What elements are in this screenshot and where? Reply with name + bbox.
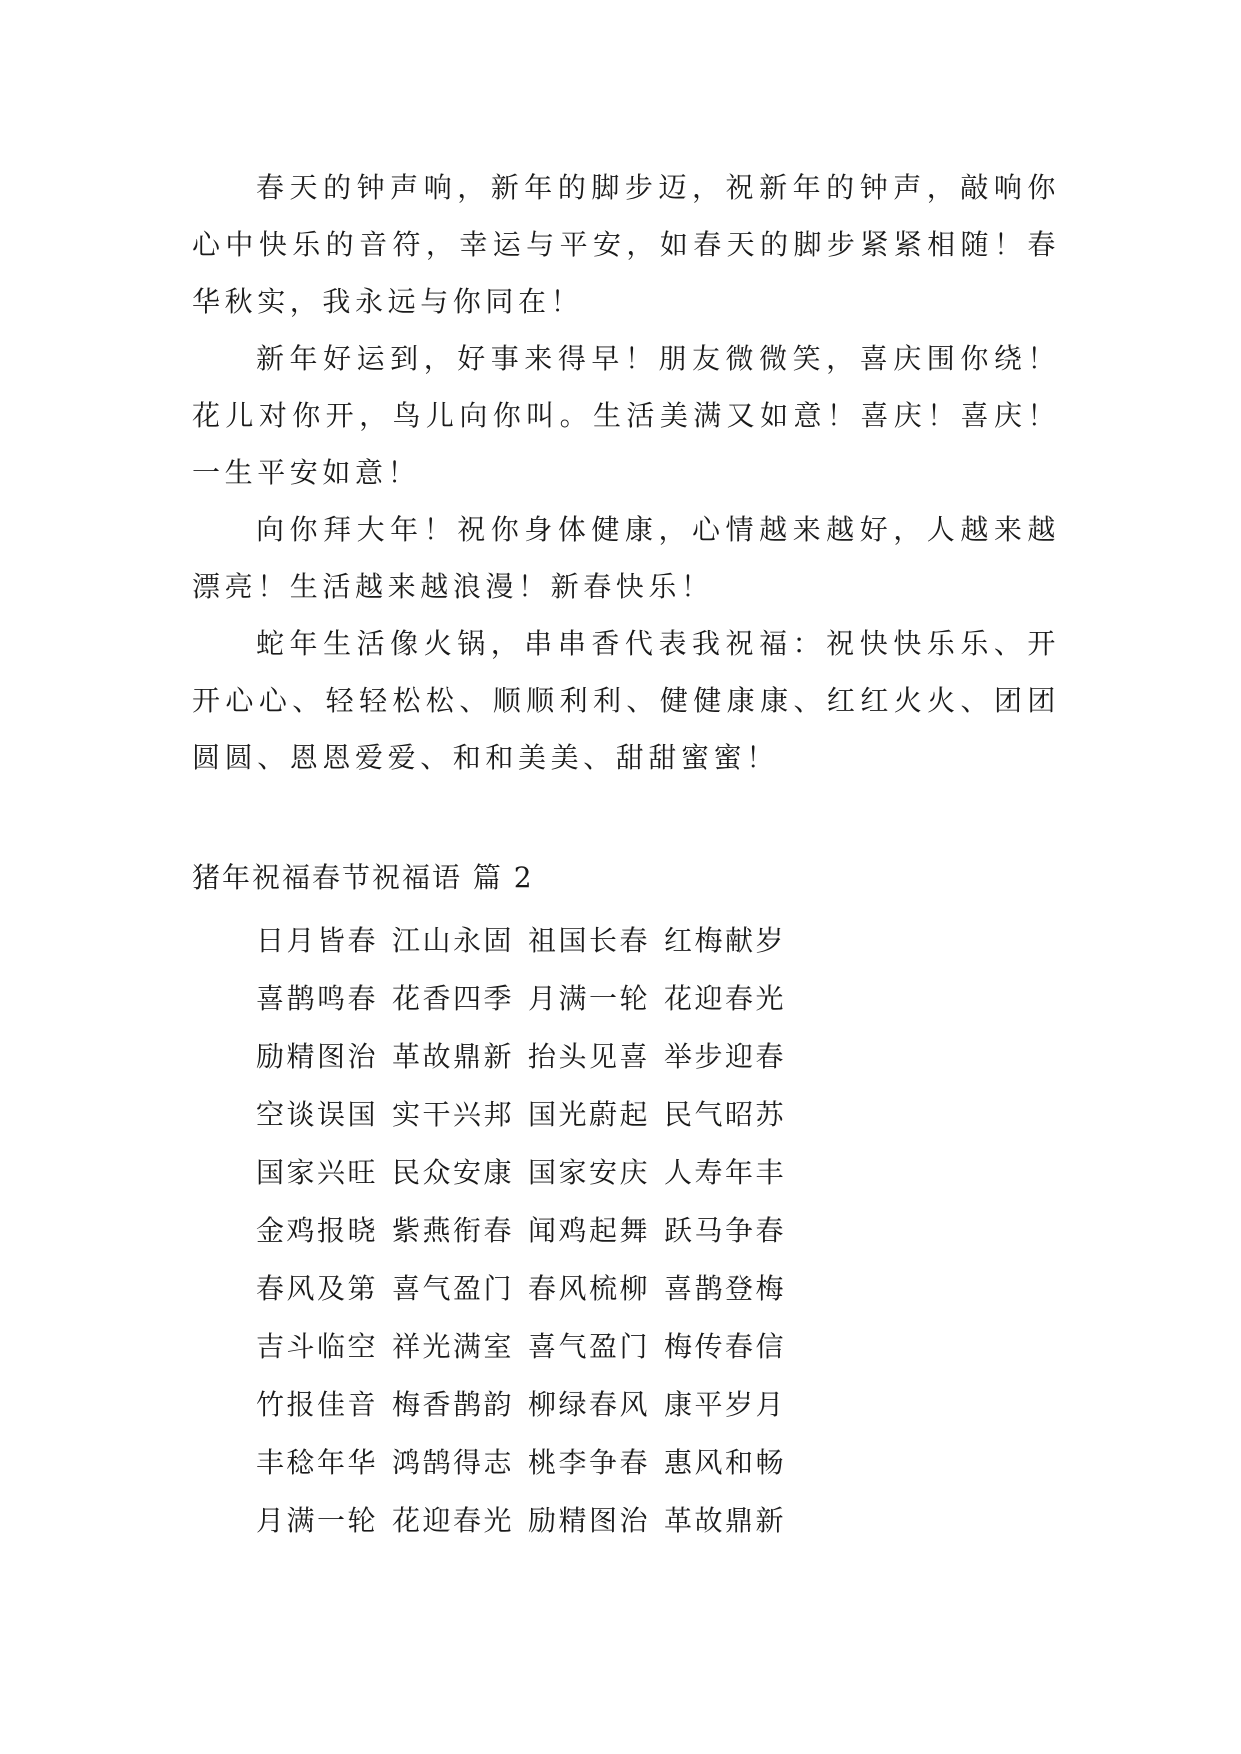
phrase: 江山永固 [392,924,515,957]
paragraph: 向你拜大年！祝你身体健康，心情越来越好，人越来越漂亮！生活越来越浪漫！新春快乐！ [192,513,1060,603]
phrase: 喜鹊登梅 [664,1272,787,1305]
phrase: 花迎春光 [392,1504,515,1537]
phrase: 国光蔚起 [528,1098,651,1131]
greeting-paragraphs [192,159,1060,786]
phrase-row [256,970,786,1028]
phrase: 祖国长春 [528,924,651,957]
phrase: 空谈误国 [256,1098,379,1131]
phrase: 革故鼎新 [392,1040,515,1073]
phrase: 国家兴旺 [256,1156,379,1189]
phrase-row [256,1376,786,1434]
phrase: 吉斗临空 [256,1330,379,1363]
phrase: 举步迎春 [664,1040,787,1073]
phrase: 闻鸡起舞 [528,1214,651,1247]
phrase-list [256,912,786,1550]
phrase-row [256,1318,786,1376]
phrase: 梅传春信 [664,1330,787,1363]
phrase: 柳绿春风 [528,1388,651,1421]
phrase: 惠风和畅 [664,1446,787,1479]
phrase: 月满一轮 [256,1504,379,1537]
phrase: 日月皆春 [256,924,379,957]
phrase: 人寿年丰 [664,1156,787,1189]
phrase: 康平岁月 [664,1388,787,1421]
section-title: 猪年祝福春节祝福语 篇 2 [192,861,534,894]
phrase: 跃马争春 [664,1214,787,1247]
phrase: 春风梳柳 [528,1272,651,1305]
phrase: 抬头见喜 [528,1040,651,1073]
phrase: 革故鼎新 [664,1504,787,1537]
phrase-row [256,1492,786,1550]
phrase: 励精图治 [528,1504,651,1537]
paragraph: 蛇年生活像火锅，串串香代表我祝福：祝快快乐乐、开开心心、轻轻松松、顺顺利利、健健康康、红红火火、团团圆圆、恩恩爱爱、和和美美、甜甜蜜蜜！ [192,627,1060,774]
phrase: 励精图治 [256,1040,379,1073]
phrase-row [256,912,786,970]
phrase: 春风及第 [256,1272,379,1305]
phrase: 梅香鹊韵 [392,1388,515,1421]
phrase-row [256,1028,786,1086]
phrase: 实干兴邦 [392,1098,515,1131]
phrase: 民众安康 [392,1156,515,1189]
phrase: 丰稔年华 [256,1446,379,1479]
phrase: 喜气盈门 [392,1272,515,1305]
phrase: 月满一轮 [528,982,651,1015]
phrase: 祥光满室 [392,1330,515,1363]
phrase: 喜气盈门 [528,1330,651,1363]
phrase: 紫燕衔春 [392,1214,515,1247]
phrase: 红梅献岁 [664,924,787,957]
phrase-row [256,1434,786,1492]
phrase: 鸿鹄得志 [392,1446,515,1479]
phrase: 花香四季 [392,982,515,1015]
paragraph: 新年好运到，好事来得早！朋友微微笑，喜庆围你绕！花儿对你开，鸟儿向你叫。生活美满又如意！喜庆！喜庆！一生平安如意！ [192,342,1060,489]
phrase: 金鸡报晓 [256,1214,379,1247]
phrase: 喜鹊鸣春 [256,982,379,1015]
phrase: 国家安庆 [528,1156,651,1189]
phrase-row [256,1144,786,1202]
phrase: 竹报佳音 [256,1388,379,1421]
phrase-row [256,1202,786,1260]
phrase-row [256,1086,786,1144]
phrase: 花迎春光 [664,982,787,1015]
phrase-row [256,1260,786,1318]
phrase: 民气昭苏 [664,1098,787,1131]
phrase: 桃李争春 [528,1446,651,1479]
paragraph: 春天的钟声响，新年的脚步迈，祝新年的钟声，敲响你心中快乐的音符，幸运与平安，如春天的脚步紧紧相随！春华秋实，我永远与你同在！ [192,171,1060,318]
